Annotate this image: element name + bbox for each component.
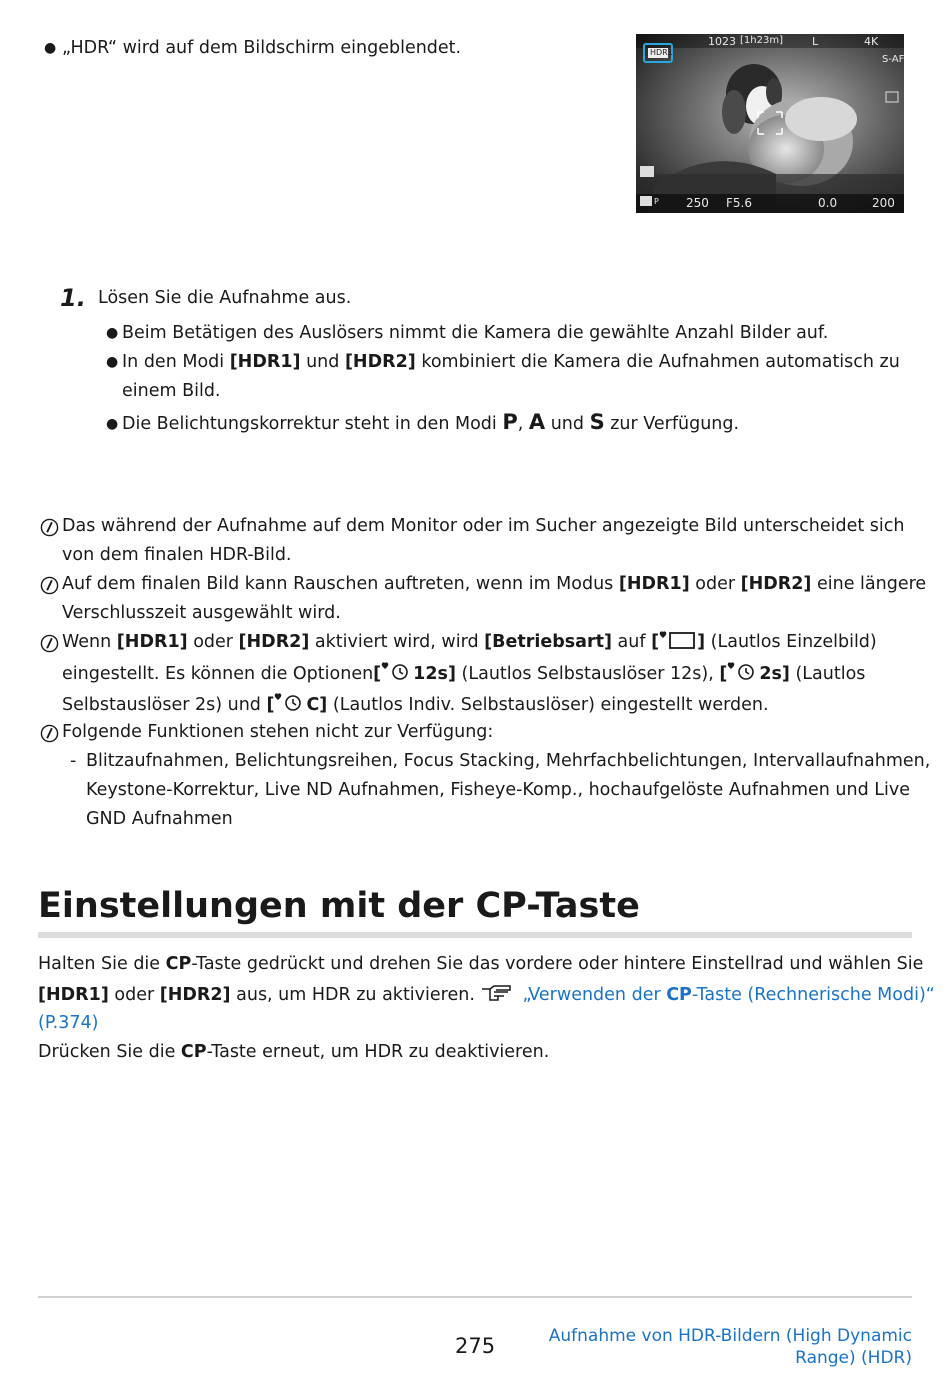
silent-selftimer-icon — [727, 661, 759, 688]
note-3-line-2: eingestellt. Es können die Optionen[ 12s] (Lautlos Selbstauslöser 12s), [ 2s] (Lautlos — [62, 661, 865, 688]
section-para-line-1: Halten Sie die CP-Taste gedrückt und drehen Sie das vordere oder hintere Einstellrad und wählen Sie — [38, 954, 924, 974]
hint-icon — [40, 724, 59, 743]
bullet-dot: ● — [106, 354, 119, 370]
section-divider — [38, 932, 912, 938]
note-4-dash: - — [70, 751, 77, 771]
camera-screen-image — [636, 34, 904, 213]
footer-divider — [38, 1296, 912, 1298]
quality-indicator: L — [812, 35, 819, 48]
hdr1-box: HDR1 — [650, 48, 673, 57]
exposure-comp: 0.0 — [818, 196, 838, 210]
silent-selftimer-icon — [274, 692, 306, 719]
note-3-line-1: Wenn [HDR1] oder [HDR2] aktiviert wird, wird [Betriebsart] auf [ ] (Lautlos Einzelbild) — [62, 630, 877, 657]
note-4-line-4: GND Aufnahmen — [86, 809, 233, 829]
reference-hand-icon — [480, 984, 516, 1009]
shooting-mode: P — [654, 197, 659, 206]
video-indicator: 4K — [864, 35, 879, 48]
af-mode: S-AF — [882, 54, 904, 65]
step-text: Lösen Sie die Aufnahme aus. — [98, 288, 352, 308]
aperture-value: F5.6 — [726, 196, 752, 210]
note-4-line-1: Folgende Funktionen stehen nicht zur Verfügung: — [62, 722, 494, 742]
top-bullet-text: „HDR“ wird auf dem Bildschirm eingeblendet. — [62, 38, 462, 58]
silent-single-icon — [659, 630, 697, 657]
bullet-dot: ● — [106, 416, 119, 432]
hint-icon — [40, 634, 59, 653]
note-2-line-2: Verschlusszeit ausgewählt wird. — [62, 603, 341, 623]
note-1-line-2: von dem finalen HDR-Bild. — [62, 545, 292, 565]
step-bullet-3: Die Belichtungskorrektur steht in den Modi P, A und S zur Verfügung. — [122, 410, 740, 434]
section-heading: Einstellungen mit der CP-Taste — [38, 886, 640, 926]
page-reference-link[interactable]: (P.374) — [38, 1013, 99, 1033]
bullet-dot: ● — [44, 40, 57, 56]
note-2-line-1: Auf dem finalen Bild kann Rauschen auftreten, wenn im Modus [HDR1] oder [HDR2] eine längere — [62, 574, 927, 594]
step-number: 1. — [60, 284, 86, 312]
hint-icon — [40, 518, 59, 537]
shutter-speed: 250 — [686, 196, 709, 210]
shot-count: 1023 — [708, 35, 736, 48]
camera-photo — [636, 34, 904, 213]
silent-selftimer-icon — [381, 661, 413, 688]
cp-reference-link[interactable]: „Verwenden der CP-Taste (Rechnerische Modi)“ — [522, 985, 935, 1005]
section-para-line-4: Drücken Sie die CP-Taste erneut, um HDR zu deaktivieren. — [38, 1042, 550, 1062]
bullet-dot: ● — [106, 325, 119, 341]
step-bullet-2-cont: einem Bild. — [122, 381, 221, 401]
step-bullet-1: Beim Betätigen des Auslösers nimmt die Kamera die gewählte Anzahl Bilder auf. — [122, 323, 829, 343]
page-number: 275 — [455, 1334, 496, 1358]
step-bullet-2: In den Modi [HDR1] und [HDR2] kombiniert die Kamera die Aufnahmen automatisch zu — [122, 352, 900, 372]
iso-value: 200 — [872, 196, 895, 210]
note-1-line-1: Das während der Aufnahme auf dem Monitor oder im Sucher angezeigte Bild unterscheidet sich — [62, 516, 905, 536]
remaining-time: [1h23m] — [740, 35, 783, 46]
footer-title-line-2[interactable]: Range) (HDR) — [795, 1348, 912, 1368]
footer-title-line-1[interactable]: Aufnahme von HDR-Bildern (High Dynamic — [548, 1326, 912, 1346]
section-para-line-2: [HDR1] oder [HDR2] aus, um HDR zu aktivieren. „Verwenden der CP-Taste (Rechnerische Modi)“ — [38, 983, 935, 1009]
hint-icon — [40, 576, 59, 595]
note-4-line-2: Blitzaufnahmen, Belichtungsreihen, Focus Stacking, Mehrfachbelichtungen, Intervallaufnahmen, — [86, 751, 931, 771]
note-4-line-3: Keystone-Korrektur, Live ND Aufnahmen, Fisheye-Komp., hochaufgelöste Aufnahmen und Live — [86, 780, 911, 800]
note-3-line-3: Selbstauslöser 2s) und [ C] (Lautlos Indiv. Selbstauslöser) eingestellt werden. — [62, 692, 769, 719]
